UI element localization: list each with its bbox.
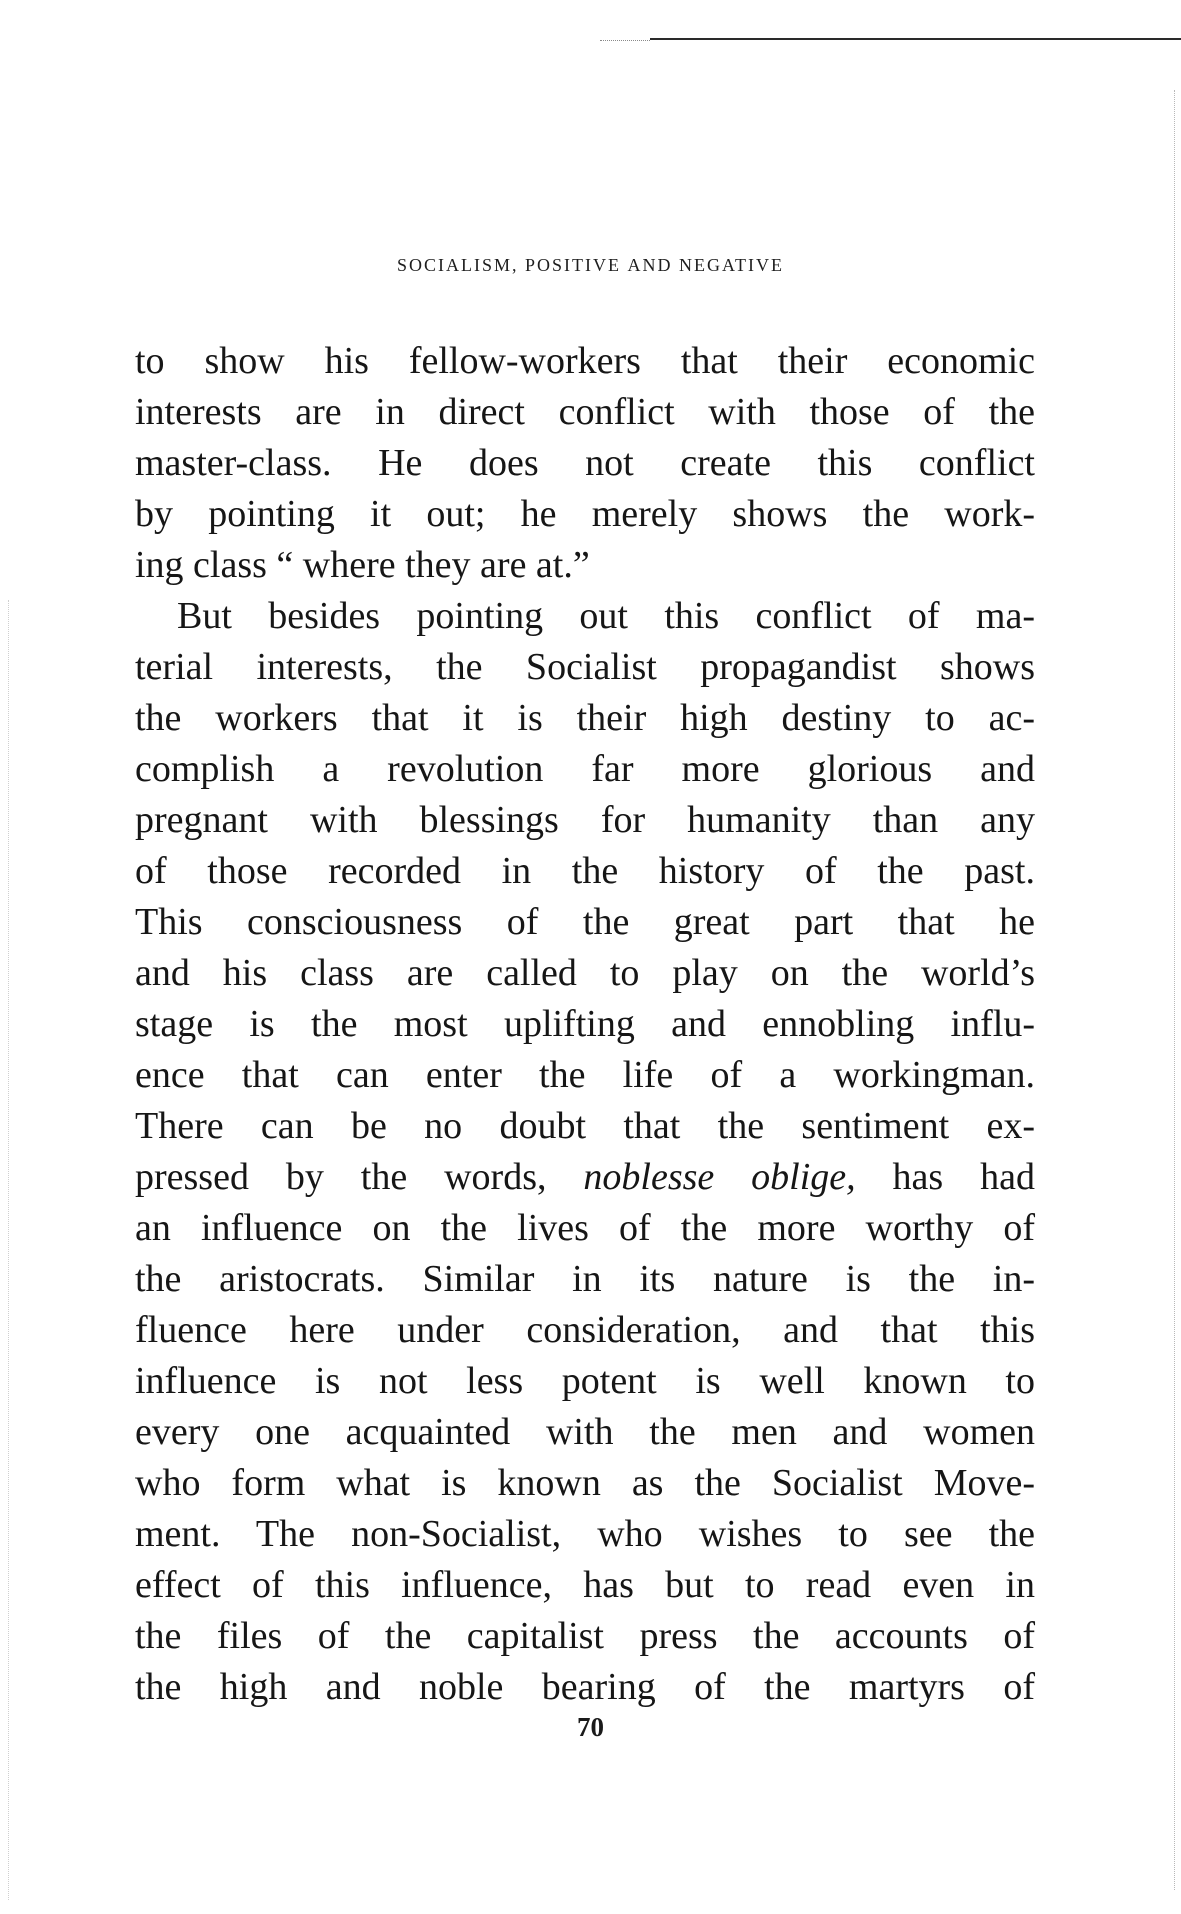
text-line: interests are in direct conflict with those of the [135,391,1035,433]
text-run: has had [855,1156,1035,1198]
top-rule-faint [600,40,650,41]
text-line: terial interests, the Socialist propagandist shows [135,646,1035,688]
text-line: who form what is known as the Socialist Move- [135,1462,1035,1504]
text-line: master-class. He does not create this conflict [135,442,1035,484]
text-line: influence is not less potent is well known to [135,1360,1035,1402]
text-line: to show his fellow-workers that their economic [135,340,1035,382]
italic-phrase: noblesse oblige, [583,1156,856,1198]
text-line: the aristocrats. Similar in its nature is the in- [135,1258,1035,1300]
text-line: This consciousness of the great part that he [135,901,1035,943]
text-line: ence that can enter the life of a workingman. [135,1054,1035,1096]
paragraph-1 [135,336,1035,591]
text-line: every one acquainted with the men and women [135,1411,1035,1453]
text-line: complish a revolution far more glorious and [135,748,1035,790]
text-line: fluence here under consideration, and that this [135,1309,1035,1351]
body-text [135,336,1035,1713]
page-edge-right [1174,90,1175,1890]
text-line: effect of this influence, has but to read even in [135,1564,1035,1606]
text-line: There can be no doubt that the sentiment ex- [135,1105,1035,1147]
text-run: pressed by the words, [135,1156,584,1198]
text-line: But besides pointing out this conflict of ma- [177,595,1035,637]
text-line-with-italic [135,1152,1035,1203]
text-line: the workers that it is their high destiny to ac- [135,697,1035,739]
page-edge-left [8,600,9,1900]
text-line: by pointing it out; he merely shows the work- [135,493,1035,535]
text-line: of those recorded in the history of the past. [135,850,1035,892]
text-line: and his class are called to play on the world’s [135,952,1035,994]
running-head: socialism, positive and negative [397,250,784,277]
page-number: 70 [577,1712,604,1742]
text-line: ing class “ where they are at.” [135,544,590,586]
text-line: pregnant with blessings for humanity than any [135,799,1035,841]
text-line: ment. The non-Socialist, who wishes to see the [135,1513,1035,1555]
paragraph-2 [135,591,1035,1713]
top-rule [650,38,1181,40]
text-line: the high and noble bearing of the martyrs of [135,1666,1035,1708]
text-line: the files of the capitalist press the accounts of [135,1615,1035,1657]
text-line: an influence on the lives of the more worthy of [135,1207,1035,1249]
text-line: stage is the most uplifting and ennobling influ- [135,1003,1035,1045]
